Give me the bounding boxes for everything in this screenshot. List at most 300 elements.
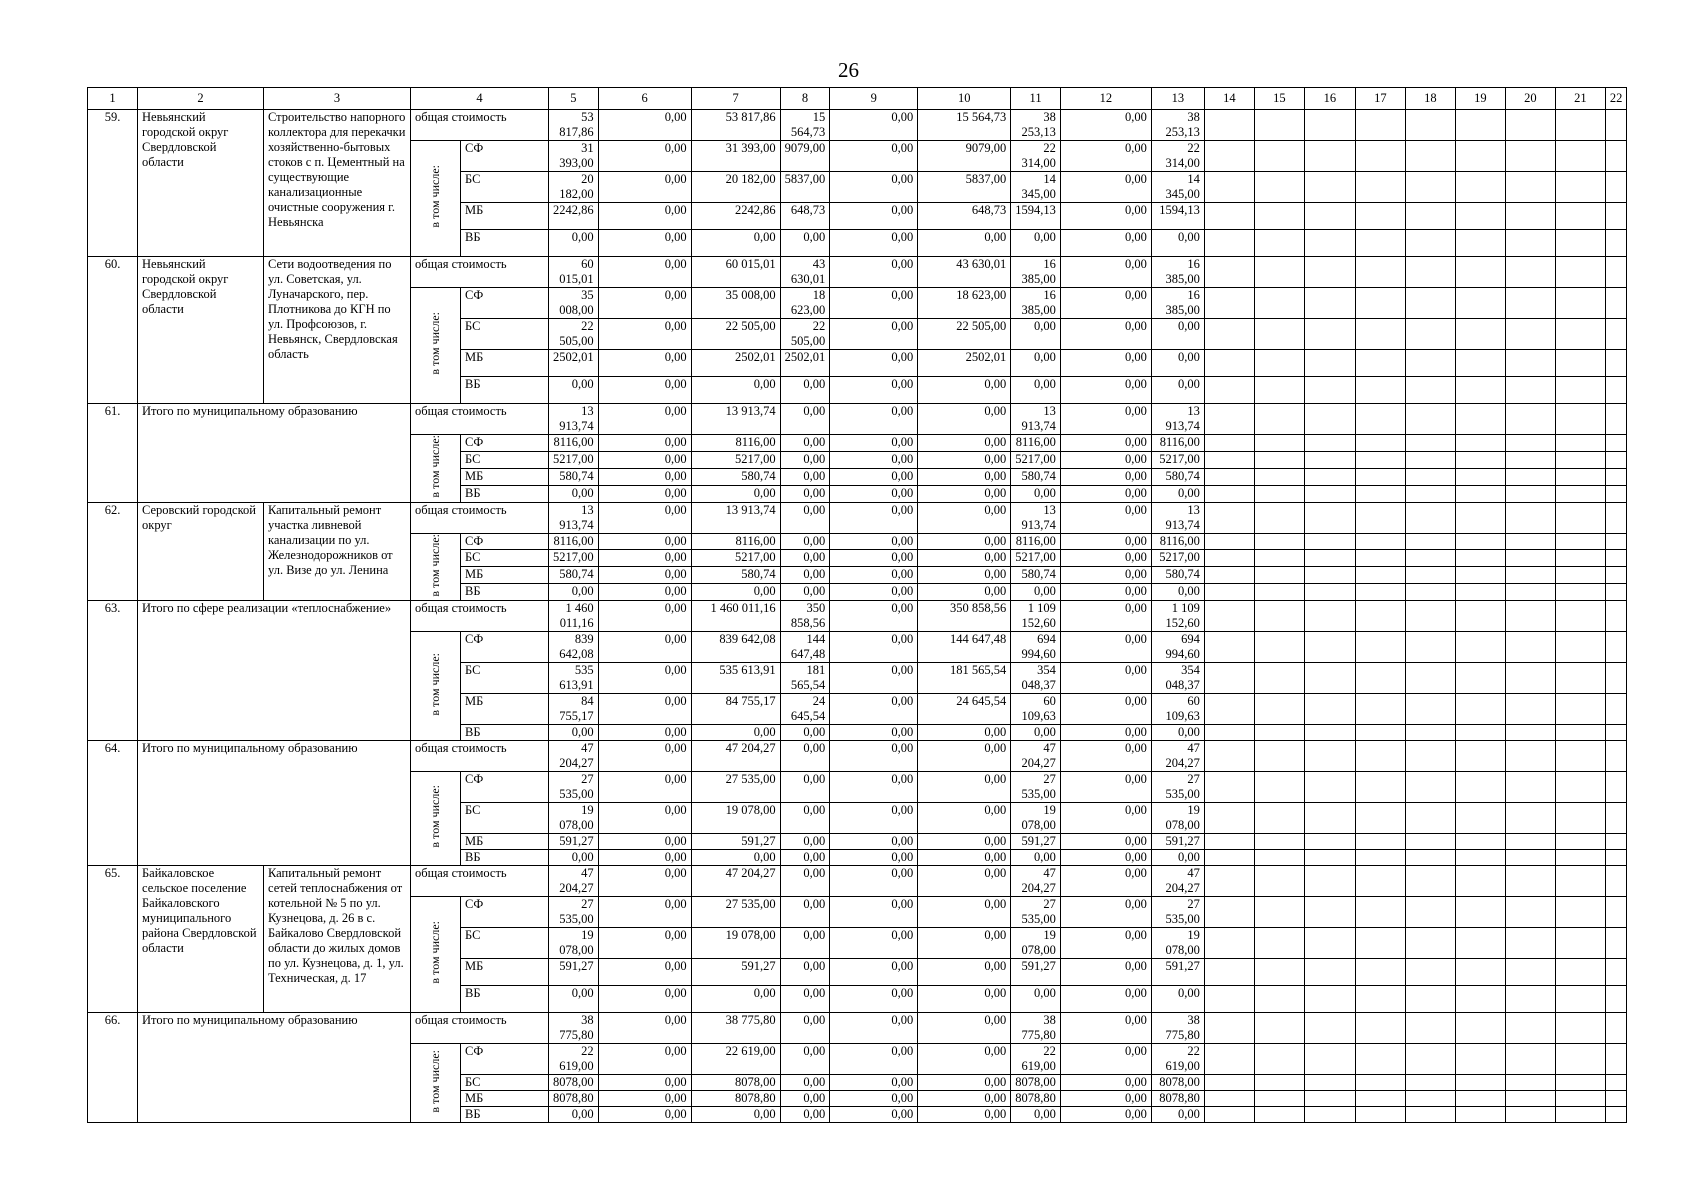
source-label: СФ (461, 1044, 549, 1075)
empty-cell (1304, 1075, 1355, 1091)
value-cell: 0,00 (598, 468, 691, 485)
column-header: 13 (1151, 88, 1204, 110)
empty-cell (1254, 485, 1304, 502)
empty-cell (1555, 110, 1605, 141)
empty-cell (1355, 172, 1405, 203)
value-cell: 0,00 (1060, 850, 1151, 866)
empty-cell (1254, 850, 1304, 866)
value-cell: 0,00 (918, 451, 1011, 468)
value-cell: 0,00 (598, 694, 691, 725)
empty-cell (1505, 485, 1555, 502)
empty-cell (1555, 834, 1605, 850)
value-cell: 0,00 (549, 584, 599, 601)
value-cell: 0,00 (780, 584, 830, 601)
value-cell: 13 913,74 (1011, 404, 1061, 435)
value-cell: 0,00 (780, 1013, 830, 1044)
value-cell: 84 755,17 (549, 694, 599, 725)
empty-cell (1355, 567, 1405, 584)
value-cell: 0,00 (830, 725, 918, 741)
value-cell: 0,00 (1011, 230, 1061, 257)
value-cell: 0,00 (1060, 533, 1151, 550)
column-header: 11 (1011, 88, 1061, 110)
empty-cell (1555, 257, 1605, 288)
value-cell: 0,00 (1060, 725, 1151, 741)
table-row (88, 1013, 1627, 1044)
empty-cell (1304, 866, 1355, 897)
empty-cell (1505, 803, 1555, 834)
empty-cell (1505, 663, 1555, 694)
empty-cell (1204, 803, 1254, 834)
column-header: 6 (598, 88, 691, 110)
value-cell: 0,00 (1060, 601, 1151, 632)
empty-cell (1605, 850, 1627, 866)
empty-cell (1355, 694, 1405, 725)
empty-cell (1204, 663, 1254, 694)
value-cell: 0,00 (830, 986, 918, 1013)
empty-cell (1605, 772, 1627, 803)
empty-cell (1204, 897, 1254, 928)
value-cell: 580,74 (1151, 468, 1204, 485)
empty-cell (1455, 959, 1505, 986)
empty-cell (1505, 350, 1555, 377)
empty-cell (1254, 350, 1304, 377)
value-cell: 22 505,00 (918, 319, 1011, 350)
empty-cell (1455, 350, 1505, 377)
value-cell: 19 078,00 (691, 928, 780, 959)
empty-cell (1405, 663, 1455, 694)
in-that-text: в том числе: (428, 435, 442, 498)
total-cost-label: общая стоимость (411, 404, 549, 435)
row-number: 66. (88, 1013, 138, 1123)
empty-cell (1455, 928, 1505, 959)
value-cell: 0,00 (1060, 468, 1151, 485)
empty-cell (1304, 230, 1355, 257)
value-cell: 0,00 (598, 377, 691, 404)
value-cell: 0,00 (1011, 1107, 1061, 1123)
in-that-text: в том числе: (428, 165, 442, 228)
source-label: БС (461, 319, 549, 350)
value-cell: 0,00 (549, 725, 599, 741)
empty-cell (1204, 584, 1254, 601)
empty-cell (1355, 772, 1405, 803)
value-cell: 591,27 (1151, 834, 1204, 850)
total-cost-label: общая стоимость (411, 601, 549, 632)
empty-cell (1355, 1044, 1405, 1075)
empty-cell (1405, 1107, 1455, 1123)
empty-cell (1204, 550, 1254, 567)
empty-cell (1304, 834, 1355, 850)
value-cell: 5217,00 (691, 550, 780, 567)
value-cell: 0,00 (780, 533, 830, 550)
empty-cell (1405, 1044, 1455, 1075)
value-cell: 648,73 (918, 203, 1011, 230)
empty-cell (1254, 632, 1304, 663)
row-summary-label: Итого по муниципальному образованию (138, 404, 411, 503)
empty-cell (1355, 584, 1405, 601)
municipality-name: Байкаловское сельское поселение Байкаловского муниципального района Свердловской области (138, 866, 264, 1013)
empty-cell (1605, 350, 1627, 377)
value-cell: 0,00 (830, 230, 918, 257)
empty-cell (1605, 451, 1627, 468)
empty-cell (1405, 928, 1455, 959)
value-cell: 38 253,13 (1151, 110, 1204, 141)
in-that-label (411, 533, 461, 601)
value-cell: 350 858,56 (780, 601, 830, 632)
empty-cell (1505, 319, 1555, 350)
value-cell: 5217,00 (1151, 550, 1204, 567)
empty-cell (1304, 601, 1355, 632)
empty-cell (1254, 257, 1304, 288)
empty-cell (1405, 257, 1455, 288)
empty-cell (1254, 959, 1304, 986)
source-label: МБ (461, 350, 549, 377)
empty-cell (1204, 451, 1254, 468)
empty-cell (1355, 897, 1405, 928)
value-cell: 13 913,74 (1151, 502, 1204, 533)
empty-cell (1605, 485, 1627, 502)
value-cell: 19 078,00 (1011, 803, 1061, 834)
empty-cell (1605, 468, 1627, 485)
empty-cell (1304, 110, 1355, 141)
empty-cell (1605, 694, 1627, 725)
empty-cell (1455, 1107, 1505, 1123)
empty-cell (1304, 1091, 1355, 1107)
empty-cell (1555, 203, 1605, 230)
value-cell: 38 775,80 (1151, 1013, 1204, 1044)
object-name: Строительство напорного коллектора для перекачки хозяйственно-бытовых стоков с п. Цементный на существующие канализационные очистные сооружения г. Невьянска (264, 110, 411, 257)
empty-cell (1505, 834, 1555, 850)
empty-cell (1304, 485, 1355, 502)
empty-cell (1455, 866, 1505, 897)
in-that-text: в том числе: (428, 785, 442, 848)
empty-cell (1605, 928, 1627, 959)
table-body (88, 88, 1627, 1123)
empty-cell (1304, 141, 1355, 172)
empty-cell (1405, 725, 1455, 741)
value-cell: 2502,01 (918, 350, 1011, 377)
value-cell: 27 535,00 (1151, 897, 1204, 928)
in-that-label (411, 141, 461, 257)
empty-cell (1405, 203, 1455, 230)
empty-cell (1254, 741, 1304, 772)
empty-cell (1405, 601, 1455, 632)
empty-cell (1405, 451, 1455, 468)
value-cell: 0,00 (598, 1075, 691, 1091)
source-label: ВБ (461, 850, 549, 866)
empty-cell (1204, 468, 1254, 485)
empty-cell (1455, 897, 1505, 928)
value-cell: 0,00 (1151, 485, 1204, 502)
empty-cell (1605, 141, 1627, 172)
total-cost-label: общая стоимость (411, 110, 549, 141)
value-cell: 0,00 (830, 404, 918, 435)
empty-cell (1254, 230, 1304, 257)
empty-cell (1254, 663, 1304, 694)
source-label: ВБ (461, 485, 549, 502)
value-cell: 20 182,00 (549, 172, 599, 203)
empty-cell (1254, 110, 1304, 141)
value-cell: 0,00 (918, 550, 1011, 567)
value-cell: 0,00 (780, 451, 830, 468)
source-label: ВБ (461, 986, 549, 1013)
empty-cell (1505, 1107, 1555, 1123)
empty-cell (1505, 230, 1555, 257)
empty-cell (1204, 377, 1254, 404)
source-label: БС (461, 663, 549, 694)
empty-cell (1605, 377, 1627, 404)
value-cell: 0,00 (918, 502, 1011, 533)
source-label: БС (461, 550, 549, 567)
empty-cell (1304, 928, 1355, 959)
value-cell: 8116,00 (1011, 435, 1061, 452)
value-cell: 0,00 (918, 584, 1011, 601)
value-cell: 0,00 (598, 986, 691, 1013)
value-cell: 35 008,00 (691, 288, 780, 319)
source-label: СФ (461, 632, 549, 663)
empty-cell (1204, 435, 1254, 452)
value-cell: 0,00 (830, 866, 918, 897)
empty-cell (1304, 502, 1355, 533)
empty-cell (1605, 404, 1627, 435)
empty-cell (1505, 550, 1555, 567)
value-cell: 0,00 (830, 632, 918, 663)
value-cell: 0,00 (918, 1044, 1011, 1075)
value-cell: 0,00 (830, 485, 918, 502)
empty-cell (1355, 350, 1405, 377)
empty-cell (1304, 404, 1355, 435)
empty-cell (1304, 584, 1355, 601)
empty-cell (1204, 601, 1254, 632)
value-cell: 0,00 (1151, 850, 1204, 866)
empty-cell (1254, 172, 1304, 203)
object-name: Сети водоотведения по ул. Советская, ул. Луначарского, пер. Плотникова до КГН по ул. Профсоюзов, г. Невьянск, Свердловская область (264, 257, 411, 404)
value-cell: 8078,00 (549, 1075, 599, 1091)
value-cell: 8078,00 (691, 1075, 780, 1091)
empty-cell (1204, 567, 1254, 584)
value-cell: 60 015,01 (549, 257, 599, 288)
empty-cell (1555, 502, 1605, 533)
empty-cell (1405, 1013, 1455, 1044)
value-cell: 591,27 (691, 834, 780, 850)
value-cell: 0,00 (830, 850, 918, 866)
in-that-label (411, 435, 461, 503)
value-cell: 181 565,54 (918, 663, 1011, 694)
value-cell: 53 817,86 (549, 110, 599, 141)
empty-cell (1405, 350, 1455, 377)
empty-cell (1505, 897, 1555, 928)
value-cell: 0,00 (549, 230, 599, 257)
empty-cell (1204, 203, 1254, 230)
value-cell: 18 623,00 (918, 288, 1011, 319)
value-cell: 0,00 (918, 866, 1011, 897)
value-cell: 43 630,01 (780, 257, 830, 288)
value-cell: 31 393,00 (691, 141, 780, 172)
value-cell: 47 204,27 (1011, 866, 1061, 897)
value-cell: 0,00 (1011, 986, 1061, 1013)
value-cell: 0,00 (691, 1107, 780, 1123)
value-cell: 22 505,00 (780, 319, 830, 350)
empty-cell (1405, 850, 1455, 866)
empty-cell (1505, 850, 1555, 866)
value-cell: 0,00 (918, 468, 1011, 485)
empty-cell (1254, 288, 1304, 319)
column-header: 7 (691, 88, 780, 110)
column-header: 1 (88, 88, 138, 110)
empty-cell (1204, 1091, 1254, 1107)
source-label: МБ (461, 567, 549, 584)
empty-cell (1254, 1075, 1304, 1091)
empty-cell (1605, 897, 1627, 928)
empty-cell (1355, 377, 1405, 404)
value-cell: 0,00 (598, 141, 691, 172)
value-cell: 27 535,00 (691, 772, 780, 803)
value-cell: 0,00 (1060, 172, 1151, 203)
empty-cell (1254, 550, 1304, 567)
value-cell: 0,00 (830, 1044, 918, 1075)
in-that-label (411, 897, 461, 1013)
empty-cell (1455, 110, 1505, 141)
empty-cell (1355, 601, 1405, 632)
value-cell: 47 204,27 (1151, 741, 1204, 772)
empty-cell (1355, 230, 1405, 257)
value-cell: 350 858,56 (918, 601, 1011, 632)
value-cell: 0,00 (830, 663, 918, 694)
empty-cell (1405, 141, 1455, 172)
empty-cell (1605, 567, 1627, 584)
empty-cell (1304, 567, 1355, 584)
empty-cell (1605, 319, 1627, 350)
empty-cell (1355, 110, 1405, 141)
table-row (88, 257, 1627, 288)
empty-cell (1505, 1091, 1555, 1107)
municipality-name: Невьянский городской округ Свердловской области (138, 257, 264, 404)
value-cell: 0,00 (780, 850, 830, 866)
value-cell: 0,00 (780, 741, 830, 772)
source-label: СФ (461, 435, 549, 452)
value-cell: 27 535,00 (691, 897, 780, 928)
value-cell: 0,00 (830, 601, 918, 632)
empty-cell (1555, 897, 1605, 928)
empty-cell (1505, 404, 1555, 435)
financing-table (87, 87, 1627, 1123)
total-cost-label: общая стоимость (411, 257, 549, 288)
value-cell: 5217,00 (1151, 451, 1204, 468)
value-cell: 0,00 (598, 741, 691, 772)
empty-cell (1555, 468, 1605, 485)
empty-cell (1405, 986, 1455, 1013)
empty-cell (1605, 1091, 1627, 1107)
empty-cell (1204, 533, 1254, 550)
value-cell: 13 913,74 (691, 404, 780, 435)
empty-cell (1455, 694, 1505, 725)
empty-cell (1405, 803, 1455, 834)
value-cell: 0,00 (830, 584, 918, 601)
value-cell: 591,27 (1151, 959, 1204, 986)
value-cell: 0,00 (918, 725, 1011, 741)
value-cell: 19 078,00 (691, 803, 780, 834)
empty-cell (1505, 203, 1555, 230)
empty-cell (1505, 1044, 1555, 1075)
in-that-text: в том числе: (428, 921, 442, 984)
value-cell: 591,27 (1011, 834, 1061, 850)
value-cell: 0,00 (1011, 485, 1061, 502)
value-cell: 0,00 (780, 404, 830, 435)
value-cell: 22 505,00 (691, 319, 780, 350)
value-cell: 0,00 (1060, 257, 1151, 288)
empty-cell (1555, 866, 1605, 897)
column-header: 2 (138, 88, 264, 110)
empty-cell (1455, 567, 1505, 584)
value-cell: 8116,00 (549, 533, 599, 550)
empty-cell (1254, 502, 1304, 533)
empty-cell (1204, 288, 1254, 319)
value-cell: 354 048,37 (1151, 663, 1204, 694)
value-cell: 5217,00 (549, 550, 599, 567)
empty-cell (1304, 850, 1355, 866)
empty-cell (1455, 230, 1505, 257)
value-cell: 0,00 (1011, 584, 1061, 601)
empty-cell (1605, 725, 1627, 741)
empty-cell (1355, 986, 1405, 1013)
value-cell: 0,00 (691, 725, 780, 741)
empty-cell (1505, 567, 1555, 584)
column-header: 9 (830, 88, 918, 110)
value-cell: 0,00 (780, 866, 830, 897)
value-cell: 0,00 (1011, 350, 1061, 377)
value-cell: 0,00 (598, 257, 691, 288)
empty-cell (1254, 986, 1304, 1013)
source-label: БС (461, 451, 549, 468)
value-cell: 591,27 (549, 834, 599, 850)
value-cell: 8116,00 (1151, 533, 1204, 550)
empty-cell (1304, 435, 1355, 452)
empty-cell (1204, 834, 1254, 850)
empty-cell (1505, 928, 1555, 959)
empty-cell (1455, 203, 1505, 230)
empty-cell (1254, 834, 1304, 850)
empty-cell (1455, 1013, 1505, 1044)
value-cell: 0,00 (1060, 377, 1151, 404)
empty-cell (1505, 584, 1555, 601)
empty-cell (1455, 1091, 1505, 1107)
empty-cell (1555, 533, 1605, 550)
value-cell: 22 619,00 (1151, 1044, 1204, 1075)
value-cell: 0,00 (830, 772, 918, 803)
in-that-label (411, 772, 461, 866)
value-cell: 15 564,73 (780, 110, 830, 141)
empty-cell (1304, 725, 1355, 741)
value-cell: 13 913,74 (549, 502, 599, 533)
empty-cell (1505, 502, 1555, 533)
empty-cell (1455, 468, 1505, 485)
empty-cell (1204, 1075, 1254, 1091)
empty-cell (1204, 632, 1254, 663)
empty-cell (1254, 803, 1304, 834)
value-cell: 0,00 (1060, 1044, 1151, 1075)
empty-cell (1555, 485, 1605, 502)
empty-cell (1405, 110, 1455, 141)
value-cell: 0,00 (918, 834, 1011, 850)
empty-cell (1505, 959, 1555, 986)
empty-cell (1254, 1044, 1304, 1075)
empty-cell (1254, 404, 1304, 435)
value-cell: 0,00 (691, 850, 780, 866)
empty-cell (1204, 319, 1254, 350)
empty-cell (1304, 772, 1355, 803)
empty-cell (1204, 1044, 1254, 1075)
column-header: 20 (1505, 88, 1555, 110)
empty-cell (1455, 141, 1505, 172)
